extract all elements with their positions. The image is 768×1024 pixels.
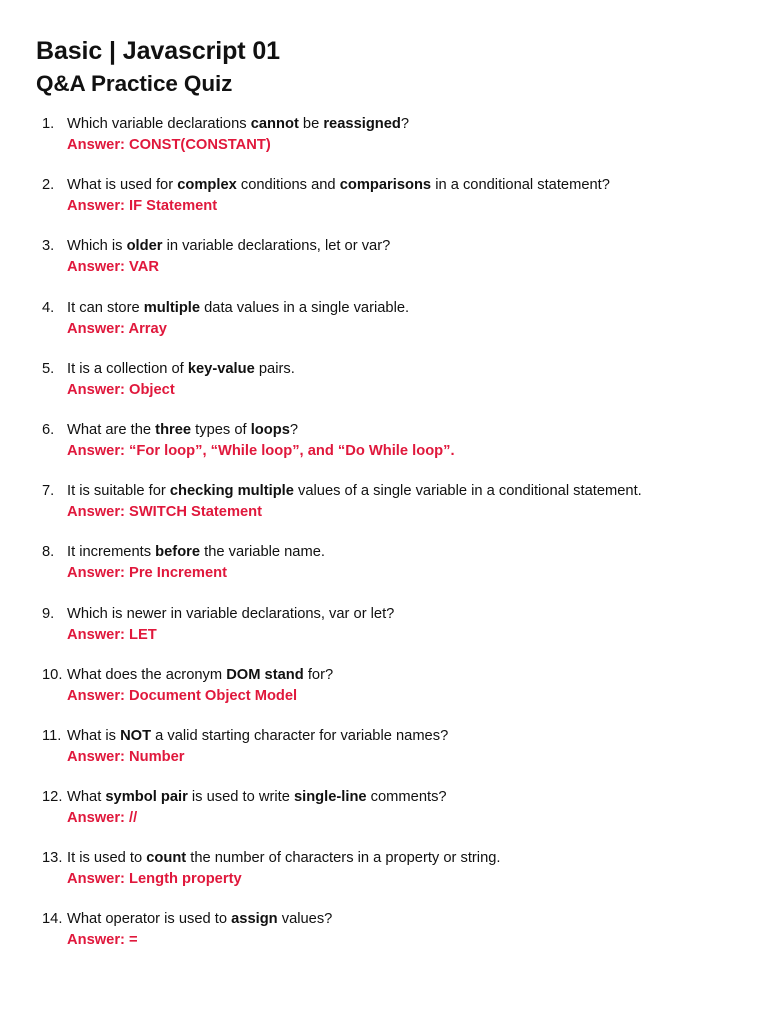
- question-number: 5.: [42, 360, 55, 377]
- question-text-segment: Which is: [67, 238, 127, 255]
- question-text-segment: for?: [303, 666, 334, 683]
- question-text-segment: data values in a single variable.: [200, 299, 410, 316]
- question-keyword: DOM stand: [226, 666, 304, 683]
- question-text-segment: ?: [289, 421, 299, 438]
- question-text-segment: It is used to: [67, 850, 147, 867]
- question-keyword: before: [155, 544, 201, 561]
- answer-text: Answer: Document Object Model: [67, 687, 298, 704]
- question-number: 3.: [42, 238, 55, 255]
- question-item: [0, 236, 768, 297]
- answer-text: Answer: =: [67, 932, 138, 949]
- question-text-segment: the number of characters in a property or string.: [186, 850, 501, 867]
- question-item: [0, 665, 768, 726]
- question-item: [0, 726, 768, 787]
- question-keyword: comparisons: [339, 177, 432, 194]
- question-item: [0, 909, 768, 970]
- question-number: 8.: [42, 544, 55, 561]
- question-number: 6.: [42, 421, 55, 438]
- question-keyword: multiple: [143, 299, 201, 316]
- question-text-segment: pairs.: [254, 360, 295, 377]
- question-text: [67, 175, 610, 195]
- question-text-segment: What is: [67, 727, 121, 744]
- question-text-segment: What is used for: [67, 177, 178, 194]
- question-keyword: checking multiple: [169, 483, 294, 500]
- question-text: [67, 787, 447, 807]
- question-text-segment: It can store: [67, 299, 144, 316]
- question-text-segment: a valid starting character for variable names?: [151, 727, 449, 744]
- answer-text: Answer: Length property: [67, 871, 242, 888]
- question-text: [67, 665, 333, 685]
- question-number: 4.: [42, 299, 55, 316]
- question-item: [0, 175, 768, 236]
- question-text-segment: values of a single variable in a conditional statement.: [293, 483, 642, 500]
- question-text-segment: values?: [277, 911, 333, 928]
- page-title: [36, 34, 280, 100]
- question-text-segment: conditions and: [236, 177, 340, 194]
- question-text: [67, 604, 394, 624]
- question-text: [67, 726, 448, 746]
- question-text: [67, 420, 298, 440]
- question-text-segment: types of: [191, 421, 251, 438]
- question-item: [0, 420, 768, 481]
- question-text-segment: What does the acronym: [67, 666, 227, 683]
- question-number: 12.: [42, 789, 63, 806]
- answer-text: Answer: Pre Increment: [67, 565, 227, 582]
- question-number: 7.: [42, 483, 55, 500]
- question-number: 14.: [42, 911, 63, 928]
- question-text: [67, 236, 390, 256]
- question-keyword: complex: [177, 177, 237, 194]
- question-number: 11.: [42, 727, 62, 744]
- title-line-2: Q&A Practice Quiz: [36, 71, 233, 96]
- answer-text: Answer: Object: [67, 381, 175, 398]
- question-number: 10.: [42, 666, 63, 683]
- question-text-segment: Which is newer in variable declarations, var or let?: [67, 605, 395, 622]
- question-text: [67, 359, 295, 379]
- question-item: [0, 298, 768, 359]
- question-number: 2.: [42, 177, 55, 194]
- answer-text: Answer: Array: [67, 320, 167, 337]
- answer-text: Answer: Number: [67, 748, 185, 765]
- question-item: [0, 848, 768, 909]
- question-keyword: key-value: [187, 360, 255, 377]
- question-text-segment: is used to write: [187, 789, 294, 806]
- answer-text: Answer: “For loop”, “While loop”, and “Do While loop”.: [67, 442, 455, 459]
- answer-text: Answer: SWITCH Statement: [67, 504, 263, 521]
- question-number: 13.: [42, 850, 63, 867]
- question-text-segment: be: [298, 116, 324, 132]
- question-text-segment: What: [67, 789, 106, 806]
- question-item: [0, 787, 768, 848]
- question-item: [0, 359, 768, 420]
- question-keyword: three: [155, 421, 192, 438]
- question-keyword: cannot: [250, 116, 299, 132]
- question-text-segment: comments?: [366, 789, 447, 806]
- question-text-segment: in variable declarations, let or var?: [162, 238, 391, 255]
- question-text: [67, 481, 642, 501]
- question-text-segment: What operator is used to: [67, 911, 232, 928]
- answer-text: Answer: //: [67, 810, 138, 827]
- answer-text: Answer: CONST(CONSTANT): [67, 137, 271, 153]
- question-text: [67, 848, 500, 868]
- question-text-segment: the variable name.: [200, 544, 325, 561]
- question-number: 1.: [42, 116, 55, 132]
- question-text-segment: ?: [400, 116, 410, 132]
- question-text: [67, 909, 332, 929]
- question-text-segment: It is suitable for: [67, 483, 170, 500]
- question-text-segment: It is a collection of: [67, 360, 188, 377]
- question-text: [67, 298, 409, 318]
- question-keyword: single-line: [293, 789, 367, 806]
- question-item: [0, 114, 768, 175]
- question-text-segment: in a conditional statement?: [431, 177, 610, 194]
- question-keyword: older: [126, 238, 163, 255]
- question-keyword: count: [146, 850, 187, 867]
- question-number: 9.: [42, 605, 55, 622]
- answer-text: Answer: VAR: [67, 259, 159, 276]
- question-keyword: symbol pair: [105, 789, 188, 806]
- question-text-segment: Which variable declarations: [67, 116, 251, 132]
- answer-text: Answer: LET: [67, 626, 157, 643]
- question-keyword: reassigned: [323, 116, 401, 132]
- title-line-1: Basic | Javascript 01: [36, 37, 280, 65]
- question-item: [0, 481, 768, 542]
- question-text-segment: What are the: [67, 421, 156, 438]
- question-keyword: loops: [250, 421, 290, 438]
- answer-text: Answer: IF Statement: [67, 198, 218, 215]
- question-text: [67, 542, 325, 562]
- question-item: [0, 604, 768, 665]
- question-list: [0, 114, 768, 971]
- question-text-segment: It increments: [67, 544, 156, 561]
- question-keyword: NOT: [120, 727, 152, 744]
- question-item: [0, 542, 768, 603]
- question-keyword: assign: [231, 911, 278, 928]
- question-text: [67, 114, 409, 134]
